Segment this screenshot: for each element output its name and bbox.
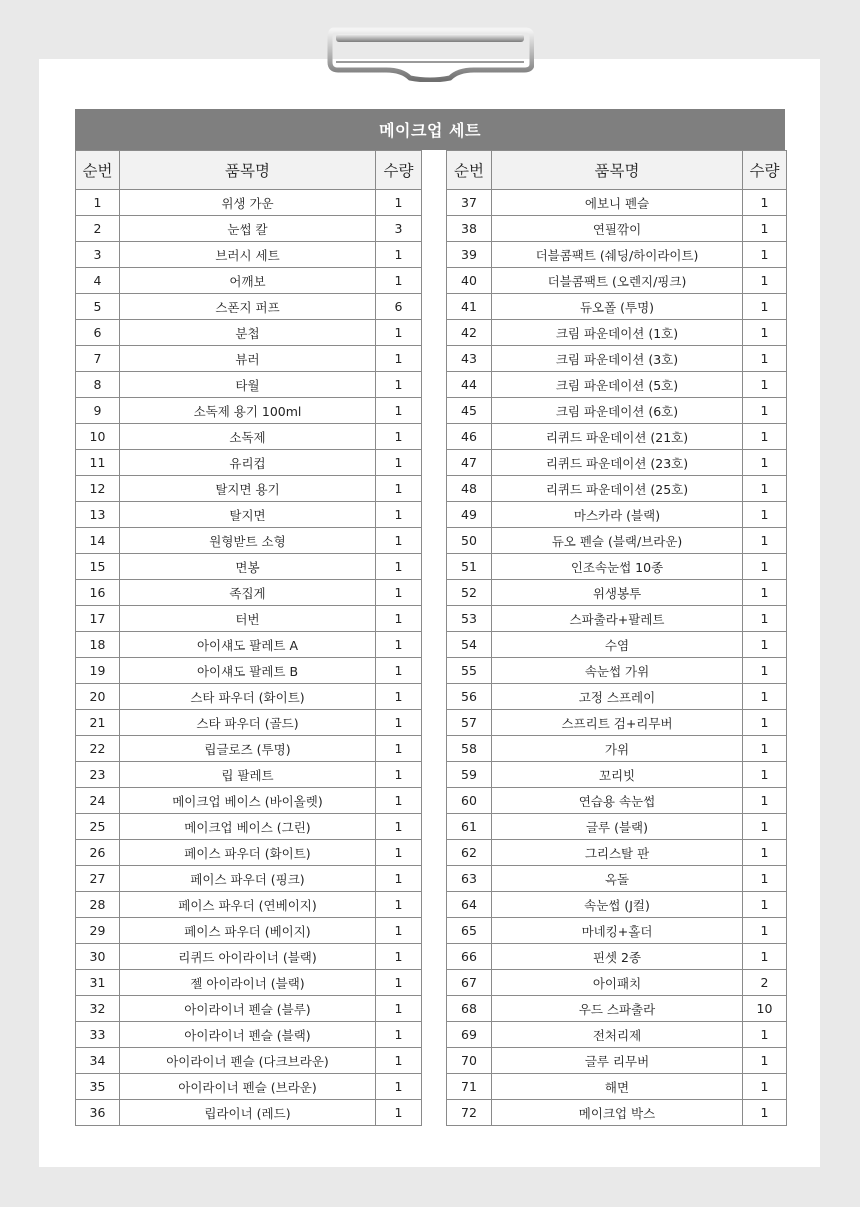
table-row <box>76 996 422 1022</box>
table-row <box>76 242 422 268</box>
table-row <box>76 788 422 814</box>
item-number: 21 <box>76 710 120 736</box>
item-number: 71 <box>447 1074 492 1100</box>
item-number: 8 <box>76 372 120 398</box>
item-number: 53 <box>447 606 492 632</box>
table-row <box>447 216 787 242</box>
item-name: 스파출라+팔레트 <box>492 606 743 632</box>
item-number: 34 <box>76 1048 120 1074</box>
item-number: 9 <box>76 398 120 424</box>
table-row <box>447 1022 787 1048</box>
item-quantity: 1 <box>743 242 787 268</box>
table-row <box>447 242 787 268</box>
item-name: 면봉 <box>120 554 376 580</box>
header-name: 품목명 <box>492 151 743 190</box>
table-row <box>447 346 787 372</box>
item-quantity: 1 <box>376 658 422 684</box>
table-row <box>447 606 787 632</box>
item-quantity: 10 <box>743 996 787 1022</box>
item-quantity: 1 <box>743 580 787 606</box>
item-quantity: 1 <box>743 736 787 762</box>
item-name: 연습용 속눈썹 <box>492 788 743 814</box>
item-name: 마네킹+홀더 <box>492 918 743 944</box>
item-number: 59 <box>447 762 492 788</box>
table-row <box>76 502 422 528</box>
item-number: 61 <box>447 814 492 840</box>
item-quantity: 1 <box>743 398 787 424</box>
item-number: 69 <box>447 1022 492 1048</box>
item-number: 43 <box>447 346 492 372</box>
item-name: 핀셋 2종 <box>492 944 743 970</box>
item-name: 글루 (블랙) <box>492 814 743 840</box>
item-quantity: 1 <box>743 944 787 970</box>
item-number: 23 <box>76 762 120 788</box>
item-name: 메이크업 박스 <box>492 1100 743 1126</box>
item-number: 11 <box>76 450 120 476</box>
item-name: 립라이너 (레드) <box>120 1100 376 1126</box>
table-row <box>447 1048 787 1074</box>
table-row <box>76 684 422 710</box>
item-quantity: 1 <box>376 866 422 892</box>
table-row <box>447 684 787 710</box>
item-quantity: 1 <box>376 632 422 658</box>
item-quantity: 1 <box>376 736 422 762</box>
table-row <box>447 710 787 736</box>
table-row <box>76 268 422 294</box>
item-name: 메이크업 베이스 (그린) <box>120 814 376 840</box>
item-number: 56 <box>447 684 492 710</box>
item-name: 소독제 <box>120 424 376 450</box>
item-name: 탈지면 용기 <box>120 476 376 502</box>
item-number: 1 <box>76 190 120 216</box>
table-row <box>447 970 787 996</box>
item-quantity: 1 <box>376 398 422 424</box>
item-number: 55 <box>447 658 492 684</box>
item-quantity: 1 <box>743 268 787 294</box>
item-name: 타월 <box>120 372 376 398</box>
item-number: 36 <box>76 1100 120 1126</box>
item-quantity: 1 <box>376 970 422 996</box>
item-number: 27 <box>76 866 120 892</box>
item-quantity: 1 <box>743 294 787 320</box>
item-number: 28 <box>76 892 120 918</box>
item-name: 스타 파우더 (화이트) <box>120 684 376 710</box>
item-number: 29 <box>76 918 120 944</box>
item-name: 페이스 파우더 (화이트) <box>120 840 376 866</box>
item-quantity: 1 <box>743 346 787 372</box>
item-name: 스타 파우더 (골드) <box>120 710 376 736</box>
table-row <box>76 320 422 346</box>
item-name: 젤 아이라이너 (블랙) <box>120 970 376 996</box>
table-row <box>447 268 787 294</box>
table-row <box>76 970 422 996</box>
item-number: 19 <box>76 658 120 684</box>
item-quantity: 1 <box>376 840 422 866</box>
table-row <box>447 1100 787 1126</box>
item-quantity: 1 <box>743 1074 787 1100</box>
item-quantity: 1 <box>743 1100 787 1126</box>
table-row <box>76 424 422 450</box>
table-row <box>76 528 422 554</box>
table-row <box>76 840 422 866</box>
item-name: 아이라이너 펜슬 (다크브라운) <box>120 1048 376 1074</box>
table-row <box>76 866 422 892</box>
item-number: 48 <box>447 476 492 502</box>
item-number: 7 <box>76 346 120 372</box>
header-qty: 수량 <box>376 151 422 190</box>
item-number: 22 <box>76 736 120 762</box>
item-name: 유리컵 <box>120 450 376 476</box>
item-quantity: 6 <box>376 294 422 320</box>
table-row <box>76 1100 422 1126</box>
item-number: 15 <box>76 554 120 580</box>
item-name: 크림 파운데이션 (6호) <box>492 398 743 424</box>
item-number: 26 <box>76 840 120 866</box>
item-number: 12 <box>76 476 120 502</box>
item-quantity: 1 <box>376 788 422 814</box>
header-qty: 수량 <box>743 151 787 190</box>
item-quantity: 1 <box>743 528 787 554</box>
item-number: 32 <box>76 996 120 1022</box>
item-number: 17 <box>76 606 120 632</box>
item-quantity: 1 <box>376 814 422 840</box>
item-quantity: 1 <box>376 502 422 528</box>
item-quantity: 1 <box>376 424 422 450</box>
item-number: 20 <box>76 684 120 710</box>
table-row <box>447 502 787 528</box>
item-number: 46 <box>447 424 492 450</box>
table-row <box>447 658 787 684</box>
table-row <box>76 1048 422 1074</box>
item-quantity: 1 <box>376 1048 422 1074</box>
item-name: 리퀴드 파운데이션 (25호) <box>492 476 743 502</box>
table-row <box>447 1074 787 1100</box>
item-quantity: 1 <box>376 476 422 502</box>
table-row <box>76 632 422 658</box>
table-row <box>76 190 422 216</box>
item-name: 인조속눈썹 10종 <box>492 554 743 580</box>
table-row <box>76 1074 422 1100</box>
item-name: 아이라이너 펜슬 (브라운) <box>120 1074 376 1100</box>
item-quantity: 1 <box>743 892 787 918</box>
item-number: 6 <box>76 320 120 346</box>
item-name: 페이스 파우더 (핑크) <box>120 866 376 892</box>
item-quantity: 1 <box>743 1022 787 1048</box>
item-number: 16 <box>76 580 120 606</box>
item-number: 58 <box>447 736 492 762</box>
table-row <box>76 736 422 762</box>
table-row <box>447 996 787 1022</box>
item-quantity: 1 <box>376 1100 422 1126</box>
item-number: 47 <box>447 450 492 476</box>
table-row <box>76 580 422 606</box>
table-row <box>447 918 787 944</box>
item-name: 브러시 세트 <box>120 242 376 268</box>
item-name: 수염 <box>492 632 743 658</box>
item-number: 42 <box>447 320 492 346</box>
table-row <box>447 190 787 216</box>
item-number: 33 <box>76 1022 120 1048</box>
item-name: 크림 파운데이션 (3호) <box>492 346 743 372</box>
table-row <box>76 554 422 580</box>
table-row <box>447 528 787 554</box>
item-name: 그리스탈 판 <box>492 840 743 866</box>
item-name: 위생 가운 <box>120 190 376 216</box>
table-title: 메이크업 세트 <box>75 109 785 150</box>
table-row <box>447 398 787 424</box>
item-quantity: 1 <box>376 1074 422 1100</box>
item-number: 70 <box>447 1048 492 1074</box>
item-number: 40 <box>447 268 492 294</box>
item-quantity: 1 <box>376 996 422 1022</box>
item-number: 52 <box>447 580 492 606</box>
item-name: 마스카라 (블랙) <box>492 502 743 528</box>
item-name: 크림 파운데이션 (5호) <box>492 372 743 398</box>
item-number: 51 <box>447 554 492 580</box>
item-name: 속눈썹 가위 <box>492 658 743 684</box>
item-quantity: 1 <box>743 1048 787 1074</box>
item-quantity: 1 <box>376 320 422 346</box>
item-number: 72 <box>447 1100 492 1126</box>
item-name: 위생봉투 <box>492 580 743 606</box>
item-quantity: 1 <box>376 268 422 294</box>
table-row <box>76 216 422 242</box>
item-name: 눈썹 칼 <box>120 216 376 242</box>
item-quantity: 1 <box>743 606 787 632</box>
item-quantity: 1 <box>743 372 787 398</box>
item-quantity: 1 <box>743 710 787 736</box>
item-quantity: 1 <box>376 528 422 554</box>
item-number: 18 <box>76 632 120 658</box>
item-name: 탈지면 <box>120 502 376 528</box>
item-number: 67 <box>447 970 492 996</box>
item-name: 더블콤팩트 (오렌지/핑크) <box>492 268 743 294</box>
table-row <box>76 476 422 502</box>
item-name: 우드 스파출라 <box>492 996 743 1022</box>
item-quantity: 1 <box>376 918 422 944</box>
table-row <box>76 346 422 372</box>
item-name: 에보니 펜슬 <box>492 190 743 216</box>
items-table-right <box>446 150 787 1126</box>
item-quantity: 1 <box>376 554 422 580</box>
item-number: 62 <box>447 840 492 866</box>
item-quantity: 1 <box>743 216 787 242</box>
item-name: 립 팔레트 <box>120 762 376 788</box>
item-name: 어깨보 <box>120 268 376 294</box>
item-number: 63 <box>447 866 492 892</box>
table-row <box>76 762 422 788</box>
item-name: 리퀴드 파운데이션 (23호) <box>492 450 743 476</box>
item-quantity: 1 <box>743 320 787 346</box>
table-row <box>447 840 787 866</box>
table-row <box>76 606 422 632</box>
item-quantity: 1 <box>376 944 422 970</box>
item-name: 전처리제 <box>492 1022 743 1048</box>
item-number: 49 <box>447 502 492 528</box>
item-name: 터번 <box>120 606 376 632</box>
table-row <box>76 294 422 320</box>
table-row <box>447 450 787 476</box>
table-row <box>447 814 787 840</box>
item-quantity: 2 <box>743 970 787 996</box>
header-name: 품목명 <box>120 151 376 190</box>
item-number: 13 <box>76 502 120 528</box>
table-row <box>447 294 787 320</box>
table-row <box>447 892 787 918</box>
item-name: 소독제 용기 100ml <box>120 398 376 424</box>
item-quantity: 1 <box>376 710 422 736</box>
item-name: 립글로즈 (투명) <box>120 736 376 762</box>
items-table-left <box>75 150 422 1126</box>
table-row <box>76 918 422 944</box>
item-quantity: 1 <box>376 1022 422 1048</box>
item-name: 연필깎이 <box>492 216 743 242</box>
table-row <box>447 788 787 814</box>
table-row <box>447 762 787 788</box>
table-row <box>76 398 422 424</box>
item-quantity: 1 <box>376 892 422 918</box>
table-row <box>447 476 787 502</box>
item-name: 아이패치 <box>492 970 743 996</box>
item-number: 37 <box>447 190 492 216</box>
item-number: 4 <box>76 268 120 294</box>
item-quantity: 1 <box>743 840 787 866</box>
item-number: 10 <box>76 424 120 450</box>
item-name: 꼬리빗 <box>492 762 743 788</box>
item-quantity: 1 <box>376 606 422 632</box>
table-row <box>447 944 787 970</box>
item-quantity: 1 <box>743 450 787 476</box>
item-number: 57 <box>447 710 492 736</box>
item-name: 고정 스프레이 <box>492 684 743 710</box>
item-name: 페이스 파우더 (연베이지) <box>120 892 376 918</box>
item-quantity: 1 <box>743 918 787 944</box>
item-quantity: 1 <box>376 684 422 710</box>
item-quantity: 1 <box>376 190 422 216</box>
item-name: 아이섀도 팔레트 A <box>120 632 376 658</box>
item-quantity: 1 <box>743 788 787 814</box>
item-number: 2 <box>76 216 120 242</box>
item-name: 아이섀도 팔레트 B <box>120 658 376 684</box>
item-number: 66 <box>447 944 492 970</box>
item-name: 메이크업 베이스 (바이올렛) <box>120 788 376 814</box>
table-row <box>76 944 422 970</box>
table-row <box>447 736 787 762</box>
item-name: 아이라이너 펜슬 (블랙) <box>120 1022 376 1048</box>
item-quantity: 1 <box>743 554 787 580</box>
item-name: 옥돌 <box>492 866 743 892</box>
item-number: 44 <box>447 372 492 398</box>
item-number: 60 <box>447 788 492 814</box>
item-number: 68 <box>447 996 492 1022</box>
item-number: 5 <box>76 294 120 320</box>
table-row <box>76 1022 422 1048</box>
item-number: 50 <box>447 528 492 554</box>
item-quantity: 3 <box>376 216 422 242</box>
header-no: 순번 <box>76 151 120 190</box>
item-name: 듀오 펜슬 (블랙/브라운) <box>492 528 743 554</box>
table-row <box>76 892 422 918</box>
item-name: 원형받트 소형 <box>120 528 376 554</box>
item-quantity: 1 <box>743 476 787 502</box>
item-name: 페이스 파우더 (베이지) <box>120 918 376 944</box>
item-number: 35 <box>76 1074 120 1100</box>
table-row <box>76 814 422 840</box>
table-row <box>447 424 787 450</box>
item-quantity: 1 <box>743 684 787 710</box>
item-quantity: 1 <box>376 762 422 788</box>
table-row <box>76 450 422 476</box>
item-name: 분첩 <box>120 320 376 346</box>
item-name: 족집게 <box>120 580 376 606</box>
item-quantity: 1 <box>743 424 787 450</box>
item-name: 더블콤팩트 (쉐딩/하이라이트) <box>492 242 743 268</box>
item-name: 가위 <box>492 736 743 762</box>
item-name: 뷰러 <box>120 346 376 372</box>
item-quantity: 1 <box>743 762 787 788</box>
item-number: 65 <box>447 918 492 944</box>
item-name: 스폰지 퍼프 <box>120 294 376 320</box>
item-number: 38 <box>447 216 492 242</box>
table-row <box>447 320 787 346</box>
header-no: 순번 <box>447 151 492 190</box>
item-number: 31 <box>76 970 120 996</box>
item-number: 14 <box>76 528 120 554</box>
item-name: 듀오폴 (투명) <box>492 294 743 320</box>
item-name: 리퀴드 파운데이션 (21호) <box>492 424 743 450</box>
table-row <box>76 710 422 736</box>
item-quantity: 1 <box>743 814 787 840</box>
item-quantity: 1 <box>743 658 787 684</box>
item-name: 해면 <box>492 1074 743 1100</box>
item-number: 64 <box>447 892 492 918</box>
item-number: 25 <box>76 814 120 840</box>
item-quantity: 1 <box>743 190 787 216</box>
item-quantity: 1 <box>376 580 422 606</box>
item-name: 아이라이너 펜슬 (블루) <box>120 996 376 1022</box>
table-row <box>76 372 422 398</box>
item-quantity: 1 <box>743 866 787 892</box>
item-quantity: 1 <box>376 372 422 398</box>
item-quantity: 1 <box>376 346 422 372</box>
item-name: 리퀴드 아이라이너 (블랙) <box>120 944 376 970</box>
item-name: 글루 리무버 <box>492 1048 743 1074</box>
item-number: 24 <box>76 788 120 814</box>
item-number: 41 <box>447 294 492 320</box>
item-quantity: 1 <box>743 502 787 528</box>
item-quantity: 1 <box>376 450 422 476</box>
table-row <box>447 580 787 606</box>
item-quantity: 1 <box>743 632 787 658</box>
table-row <box>76 658 422 684</box>
item-number: 30 <box>76 944 120 970</box>
item-number: 3 <box>76 242 120 268</box>
item-number: 54 <box>447 632 492 658</box>
item-quantity: 1 <box>376 242 422 268</box>
item-number: 45 <box>447 398 492 424</box>
item-name: 속눈썹 (J컬) <box>492 892 743 918</box>
table-row <box>447 866 787 892</box>
table-row <box>447 632 787 658</box>
table-row <box>447 372 787 398</box>
item-name: 크림 파운데이션 (1호) <box>492 320 743 346</box>
item-number: 39 <box>447 242 492 268</box>
table-row <box>447 554 787 580</box>
clipboard-clip-icon <box>326 24 534 82</box>
item-name: 스프리트 검+리무버 <box>492 710 743 736</box>
